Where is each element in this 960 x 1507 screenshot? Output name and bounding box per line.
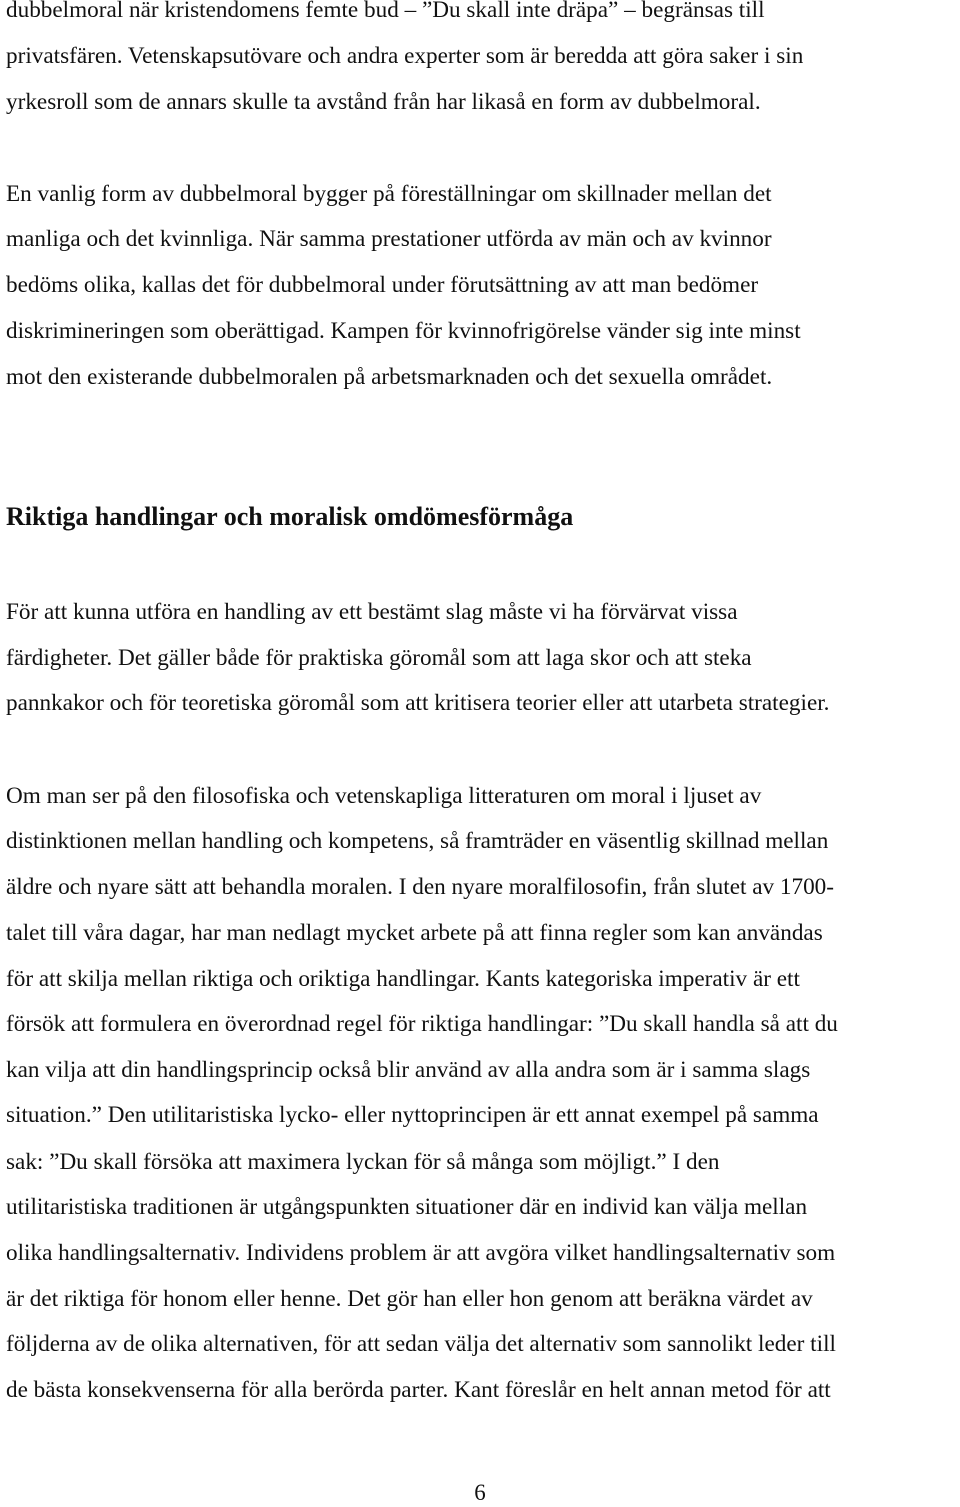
text-line: bedöms olika, kallas det för dubbelmoral under förutsättning av att man bedömer — [6, 272, 759, 298]
text-line: Om man ser på den filosofiska och vetenskapliga litteraturen om moral i ljuset av — [6, 783, 762, 809]
text-line: diskrimineringen som oberättigad. Kampen för kvinnofrigörelse vänder sig inte minst — [6, 318, 801, 344]
text-line: de bästa konsekvenserna för alla berörda parter. Kant föreslår en helt annan metod för att — [6, 1377, 831, 1403]
text-line: yrkesroll som de annars skulle ta avstånd från har likaså en form av dubbelmoral. — [6, 89, 761, 115]
text-line: färdigheter. Det gäller både för praktiska göromål som att laga skor och att steka — [6, 645, 752, 671]
text-line: är det riktiga för honom eller henne. Det gör han eller hon genom att beräkna värdet av — [6, 1286, 813, 1312]
text-line: kan vilja att din handlingsprincip också blir använd av alla andra som är i samma slags — [6, 1057, 811, 1083]
text-line: följderna av de olika alternativen, för att sedan välja det alternativ som sannolikt leder till — [6, 1331, 836, 1357]
text-line: För att kunna utföra en handling av ett bestämt slag måste vi ha förvärvat vissa — [6, 599, 738, 625]
text-line: situation.” Den utilitaristiska lycko- eller nyttoprincipen är ett annat exempel på samma — [6, 1102, 819, 1128]
text-line: äldre och nyare sätt att behandla moralen. I den nyare moralfilosofin, från slutet av 1700- — [6, 874, 835, 900]
page-number: 6 — [474, 1480, 486, 1505]
text-line: sak: ”Du skall försöka att maximera lyckan för så många som möjligt.” I den — [6, 1149, 720, 1175]
text-line: distinktionen mellan handling och kompetens, så framträder en väsentlig skillnad mellan — [6, 828, 829, 854]
text-line: privatsfären. Vetenskapsutövare och andra experter som är beredda att göra saker i sin — [6, 43, 804, 69]
text-line: talet till våra dagar, har man nedlagt mycket arbete på att finna regler som kan användas — [6, 920, 823, 946]
text-line: utilitaristiska traditionen är utgångspunkten situationer där en individ kan välja mellan — [6, 1194, 808, 1220]
text-line: dubbelmoral när kristendomens femte bud – ”Du skall inte dräpa” – begränsas till — [6, 0, 765, 23]
text-line: för att skilja mellan riktiga och oriktiga handlingar. Kants kategoriska imperativ är ett — [6, 966, 800, 992]
text-line: pannkakor och för teoretiska göromål som att kritisera teorier eller att utarbeta strategier. — [6, 690, 830, 716]
text-line: försök att formulera en överordnad regel för riktiga handlingar: ”Du skall handla så att du — [6, 1011, 838, 1037]
text-line: olika handlingsalternativ. Individens problem är att avgöra vilket handlingsalternativ som — [6, 1240, 836, 1266]
text-line: manliga och det kvinnliga. När samma prestationer utförda av män och av kvinnor — [6, 226, 772, 252]
text-line: mot den existerande dubbelmoralen på arbetsmarknaden och det sexuella området. — [6, 364, 773, 390]
text-line: En vanlig form av dubbelmoral bygger på föreställningar om skillnader mellan det — [6, 181, 772, 207]
section-heading: Riktiga handlingar och moralisk omdömesförmåga — [6, 502, 574, 531]
